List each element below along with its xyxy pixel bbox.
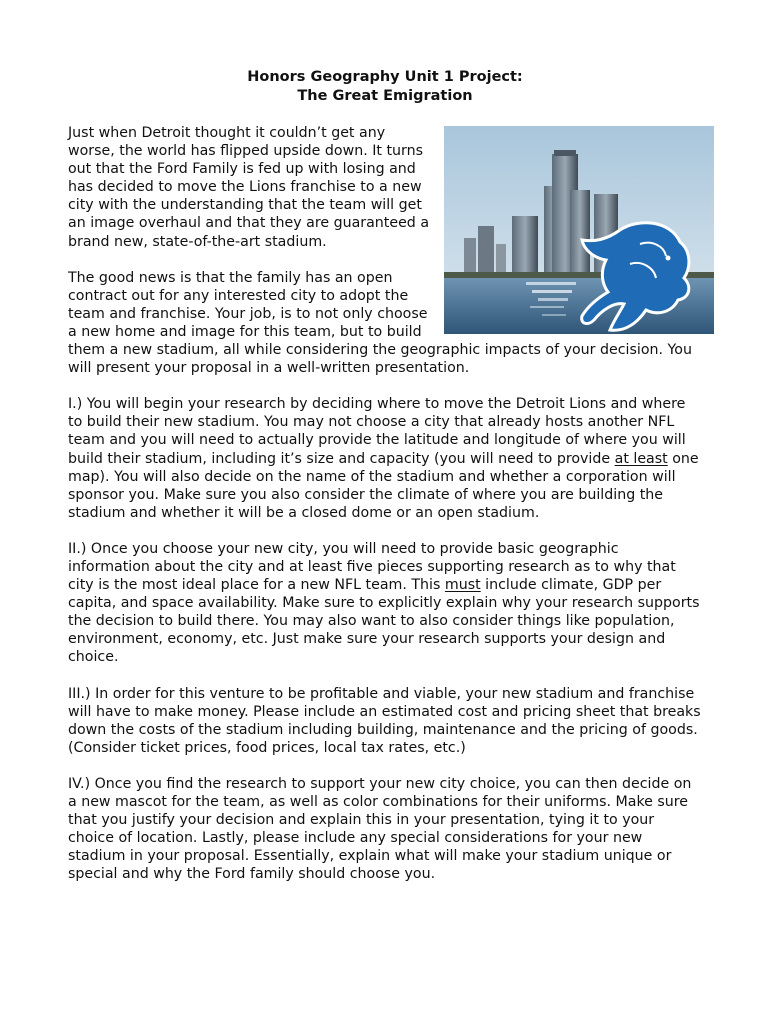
section-2-paragraph: [68, 540, 704, 667]
title-line-2: The Great Emigration: [297, 88, 473, 104]
section-1-text-b: one map). You will also decide on the name of the stadium and whether a corporation will sponsor you. Make sure you also consider the climate of where you are building the stadium and whether it will be a closed dome or an open stadium.: [68, 450, 699, 521]
section-2-text-a: II.) Once you choose your new city, you will need to provide basic geographic information about the city and at least five pieces supporting research as to why that city is the most ideal place for a new NFL team. This: [68, 540, 676, 594]
detroit-skyline-lions-logo-image: [444, 126, 714, 334]
document-body: [68, 124, 704, 901]
intro-paragraph: Just when Detroit thought it couldn’t get any worse, the world has flipped upside down. It turns out that the Ford Family is fed up with losing and has decided to move the Lions franchise to a new city with the understanding that the team will get an image overhaul and that they are guaranteed a brand new, state-of-the-art stadium.: [68, 125, 430, 250]
good-news-paragraph: The good news is that the family has an open contract out for any interested city to adopt the team and franchise. Your job, is to not only choose a new home and image for this team, but to build them a new stadium, all while considering the geographic impacts of your decision. You will present your proposal in a well-written presentation.: [68, 269, 692, 377]
section-2-underlined: must: [444, 577, 481, 594]
title-line-1: Honors Geography Unit 1 Project:: [247, 69, 523, 85]
skyline-illustration: [444, 126, 714, 334]
section-4-paragraph: IV.) Once you find the research to support your new city choice, you can then decide on a new mascot for the team, as well as color combinations for their uniforms. Make sure that you justify your decision and explain this in your presentation, tying it to your choice of location. Lastly, please include any special considerations for your new stadium in your proposal. Essentially, explain what will make your stadium unique or special and why the Ford family should choose you.: [68, 775, 692, 883]
section-1-text-a: I.) You will begin your research by deciding where to move the Detroit Lions and where to build their new stadium. You may not choose a city that already hosts another NFL team and you will need to actually provide the latitude and longitude of where you will build their stadium, including it’s size and capacity (you will need to provide: [68, 396, 686, 467]
section-2-text-b: include climate, GDP per capita, and space availability. Make sure to explicitly explain why your research supports the decision to build there. You may also want to also consider things like population, environment, economy, etc. Just make sure your research supports your design and choice.: [68, 577, 700, 666]
document-title: [0, 68, 770, 106]
section-1-paragraph: [68, 395, 704, 522]
section-3-paragraph: III.) In order for this venture to be profitable and viable, your new stadium and franchise will have to make money. Please include an estimated cost and pricing sheet that breaks down the costs of the stadium including building, maintenance and the pricing of goods. (Consider ticket prices, food prices, local tax rates, etc.): [68, 685, 701, 756]
section-1-underlined: at least: [614, 450, 668, 467]
